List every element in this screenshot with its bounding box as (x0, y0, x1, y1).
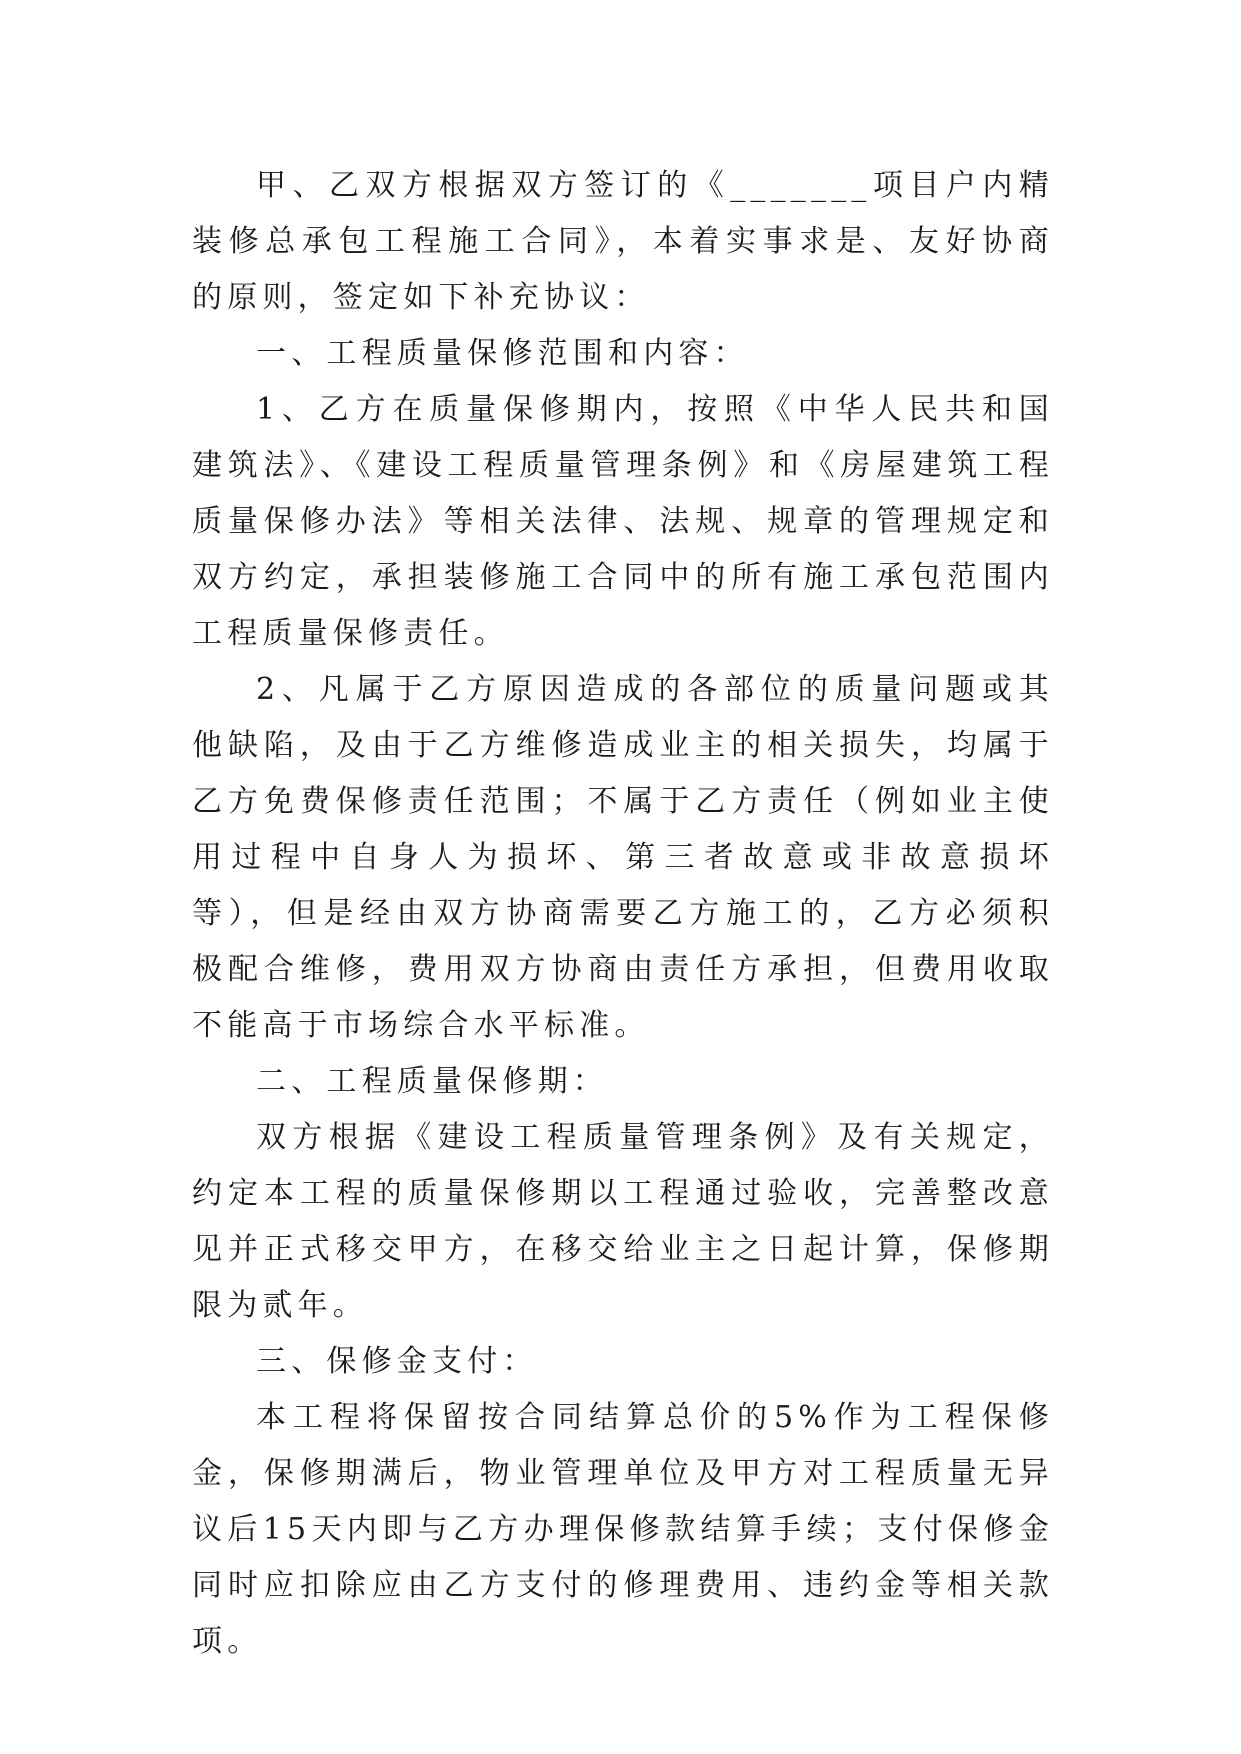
payment-paragraph: 本工程将保留按合同结算总价的5%作为工程保修金，保修期满后，物业管理单位及甲方对工程质量无异议后15天内即与乙方办理保修款结算手续；支付保修金同时应扣除应由乙方支付的修理费用、违约金等相关款项。 (192, 1400, 1054, 1659)
section-heading-scope: 一、工程质量保修范围和内容： (256, 336, 749, 371)
section-heading-payment: 三、保修金支付： (256, 1344, 538, 1379)
document-body (192, 158, 1054, 1670)
warranty-period-paragraph: 双方根据《建设工程质量管理条例》及有关规定，约定本工程的质量保修期以工程通过验收，完善整改意见并正式移交甲方，在移交给业主之日起计算，保修期限为贰年。 (192, 1120, 1054, 1323)
section-heading-period: 二、工程质量保修期： (256, 1064, 608, 1099)
clause-1-paragraph: 1、乙方在质量保修期内，按照《中华人民共和国建筑法》、《建设工程质量管理条例》和《房屋建筑工程质量保修办法》等相关法律、法规、规章的管理规定和双方约定，承担装修施工合同中的所有施工承包范围内工程质量保修责任。 (192, 392, 1054, 651)
intro-paragraph: 甲、乙双方根据双方签订的《_______项目户内精装修总承包工程施工合同》，本着实事求是、友好协商的原则，签定如下补充协议： (192, 168, 1054, 315)
clause-2-paragraph: 2、凡属于乙方原因造成的各部位的质量问题或其他缺陷，及由于乙方维修造成业主的相关损失，均属于乙方免费保修责任范围；不属于乙方责任（例如业主使用过程中自身人为损坏、第三者故意或非故意损坏等），但是经由双方协商需要乙方施工的，乙方必须积极配合维修，费用双方协商由责任方承担，但费用收取不能高于市场综合水平标准。 (192, 672, 1054, 1043)
